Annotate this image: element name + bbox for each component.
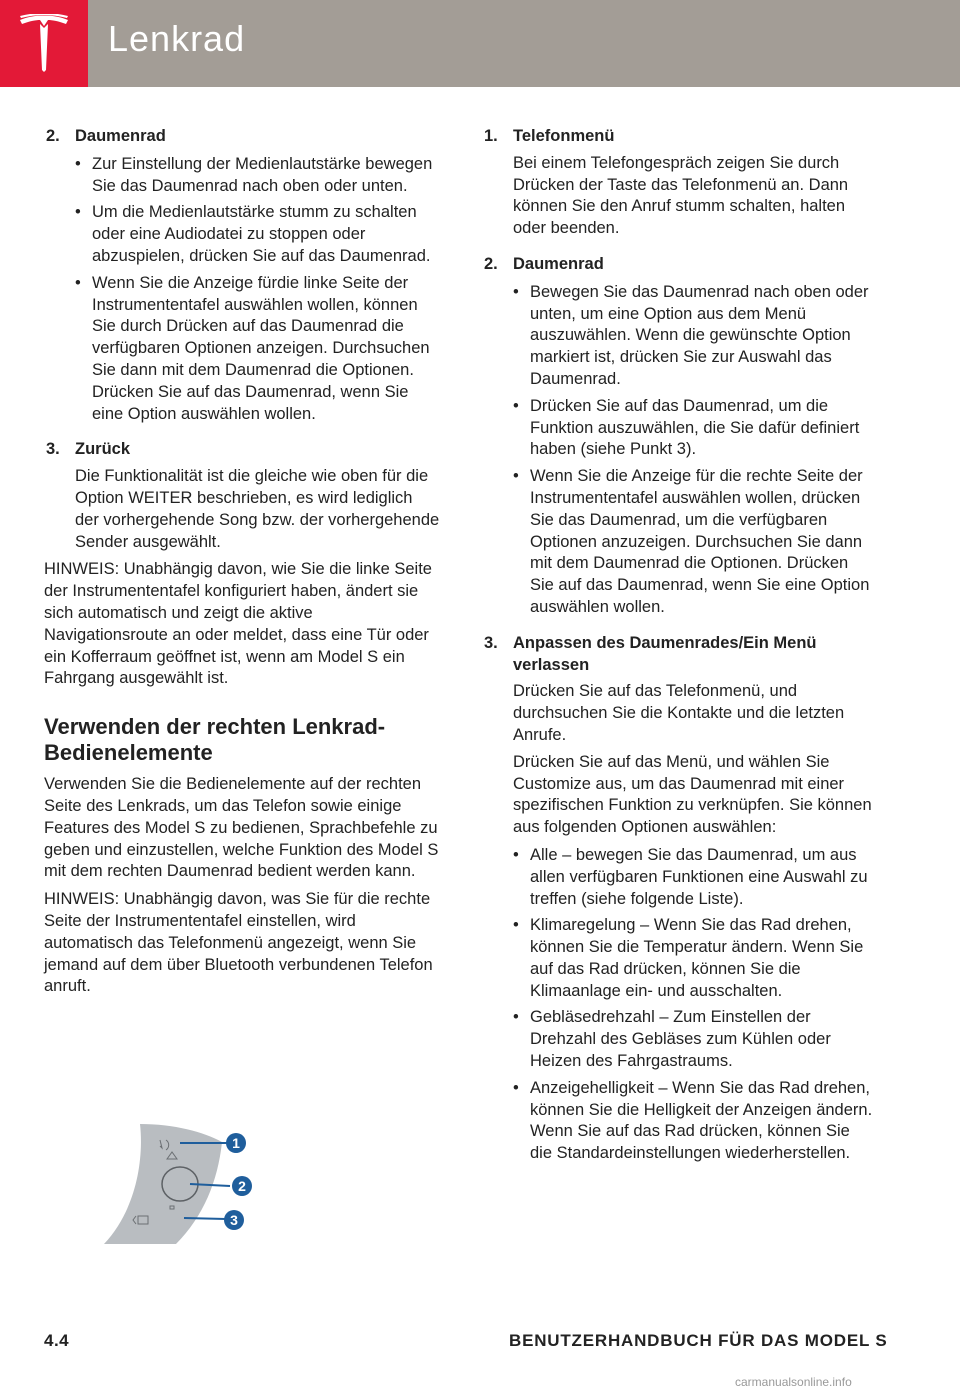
list-item: • Alle – bewegen Sie das Daumenrad, um aus allen verfügbaren Funktionen eine Auswahl zu treffen (siehe folgende Liste). [513, 845, 874, 910]
right-item-3-text-2: Drücken Sie auf das Menü, und wählen Sie Customize aus, um das Daumenrad mit einer spezifischen Funktion zu verknüpfen. Sie können aus folgenden Optionen auswählen: [513, 752, 872, 837]
left-item-2-title: Daumenrad [75, 127, 166, 145]
list-item: • Klimaregelung – Wenn Sie das Rad drehen, können Sie die Temperatur ändern. Wenn Sie auf das Rad drücken, können Sie die Klimaanlage ein- und ausschalten. [513, 915, 874, 1002]
right-item-2-number: 2. [484, 254, 498, 273]
right-item-2-bullets [482, 282, 874, 619]
callout-label: 3 [230, 1212, 238, 1228]
right-column [482, 126, 874, 1170]
callout-label: 1 [232, 1135, 240, 1151]
list-item: • Wenn Sie die Anzeige fürdie linke Seite der Instrumententafel auswählen wollen, können Sie durch Drücken auf das Daumenrad die verfügbaren Optionen anzeigen. Durchsuchen Sie dann mit dem Daumenrad die Optionen. Drücken Sie auf das Daumenrad, wenn Sie eine Option auswählen wollen. [75, 273, 440, 426]
right-item-3-title: Anpassen des Daumenrades/Ein Menü verlassen [513, 633, 817, 674]
section-heading: Verwenden der rechten Lenkrad-Bedienelemente [44, 714, 386, 766]
left-item-2-number: 2. [46, 127, 60, 145]
right-item-1-number: 1. [484, 127, 498, 145]
list-item: • Wenn Sie die Anzeige für die rechte Seite der Instrumententafel auswählen wollen, drücken Sie das Daumenrad, um die verfügbaren Optionen anzuzeigen. Durchsuchen Sie dann mit dem Daumenrad die Optionen. Drücken Sie auf das Daumenrad, wenn Sie eine Option auswählen wollen. [513, 466, 874, 619]
page-number: 4.4 [44, 1331, 70, 1350]
right-item-2-heading [482, 254, 874, 276]
watermark: carmanualsonline.info [735, 1375, 852, 1389]
left-item-3-heading [44, 439, 440, 461]
manual-title: BENUTZERHANDBUCH FÜR DAS MODEL S [509, 1331, 888, 1350]
left-item-2-heading [44, 126, 440, 148]
list-item: • Um die Medienlautstärke stumm zu schalten oder eine Audiodatei zu stoppen oder abzuspielen, drücken Sie auf das Daumenrad. [75, 202, 440, 267]
right-item-1-title: Telefonmenü [513, 127, 615, 145]
right-item-3-heading [482, 633, 874, 677]
left-column [44, 126, 440, 998]
left-item-3-text: Die Funktionalität ist die gleiche wie oben für die Option WEITER beschrieben, es wird lediglich der vorhergehende Song bzw. der vorhergehende Sender ausgewählt. [75, 467, 440, 551]
note-left-1: HINWEIS: Unabhängig davon, wie Sie die linke Seite der Instrumententafel konfiguriert haben, ändert sie sich automatisch und zeigt die aktive Navigationsroute an oder meldet, dass eine Tür oder ein Kofferraum geöffnet ist, wenn am Model S ein Fahrgang ausgewählt ist. [44, 560, 432, 688]
page-title: Lenkrad [108, 18, 246, 59]
right-item-1-heading [482, 126, 874, 148]
right-item-3-text-1: Drücken Sie auf das Telefonmenü, und durchsuchen Sie die Kontakte und die letzten Anrufe. [513, 682, 845, 744]
right-item-3-bullets [482, 845, 874, 1165]
steering-wheel-controls-diagram [100, 1120, 270, 1250]
left-item-3-number: 3. [46, 440, 60, 459]
list-item: • Bewegen Sie das Daumenrad nach oben oder unten, um eine Option aus dem Menü auszuwählen. Wenn die gewünschte Option markiert ist, drücken Sie zur Auswahl das Daumenrad. [513, 282, 874, 391]
tesla-logo-icon [18, 14, 70, 72]
callout-label: 2 [238, 1178, 246, 1194]
note-left-2: HINWEIS: Unabhängig davon, was Sie für die rechte Seite der Instrumententafel einstellen, wird automatisch das Telefonmenü angezeigt, wenn Sie jemand auf dem über Bluetooth verbundenen Telefon anruft. [44, 890, 433, 996]
list-item: • Anzeigehelligkeit – Wenn Sie das Rad drehen, können Sie die Helligkeit der Anzeigen ändern. Wenn Sie auf das Rad drücken, können Sie die Standardeinstellungen wiederherstellen. [513, 1078, 874, 1165]
left-item-2-bullets [44, 154, 440, 426]
right-item-3-number: 3. [484, 633, 498, 652]
list-item: • Gebläsedrehzahl – Zum Einstellen der Drehzahl des Gebläses zum Kühlen oder Heizen des Fahrgastraums. [513, 1007, 874, 1072]
right-item-2-title: Daumenrad [513, 254, 604, 273]
list-item: • Zur Einstellung der Medienlautstärke bewegen Sie das Daumenrad nach oben oder unten. [75, 154, 440, 198]
left-item-3-title: Zurück [75, 440, 131, 459]
section-body: Verwenden Sie die Bedienelemente auf der rechten Seite des Lenkrads, um das Telefon sowie einige Features des Model S zu bedienen, Sprachbefehle zu geben und einzustellen, welche Funktion des Model S mit dem rechten Daumenrad bedient werden kann. [44, 775, 439, 881]
page-header [0, 0, 960, 87]
logo-box [0, 0, 88, 87]
right-item-1-text: Bei einem Telefongespräch zeigen Sie durch Drücken der Taste das Telefonmenü an. Dann können Sie den Anruf stumm schalten, halten oder beenden. [513, 153, 849, 238]
list-item: • Drücken Sie auf das Daumenrad, um die Funktion auszuwählen, die Sie dafür definiert haben (siehe Punkt 3). [513, 396, 874, 461]
